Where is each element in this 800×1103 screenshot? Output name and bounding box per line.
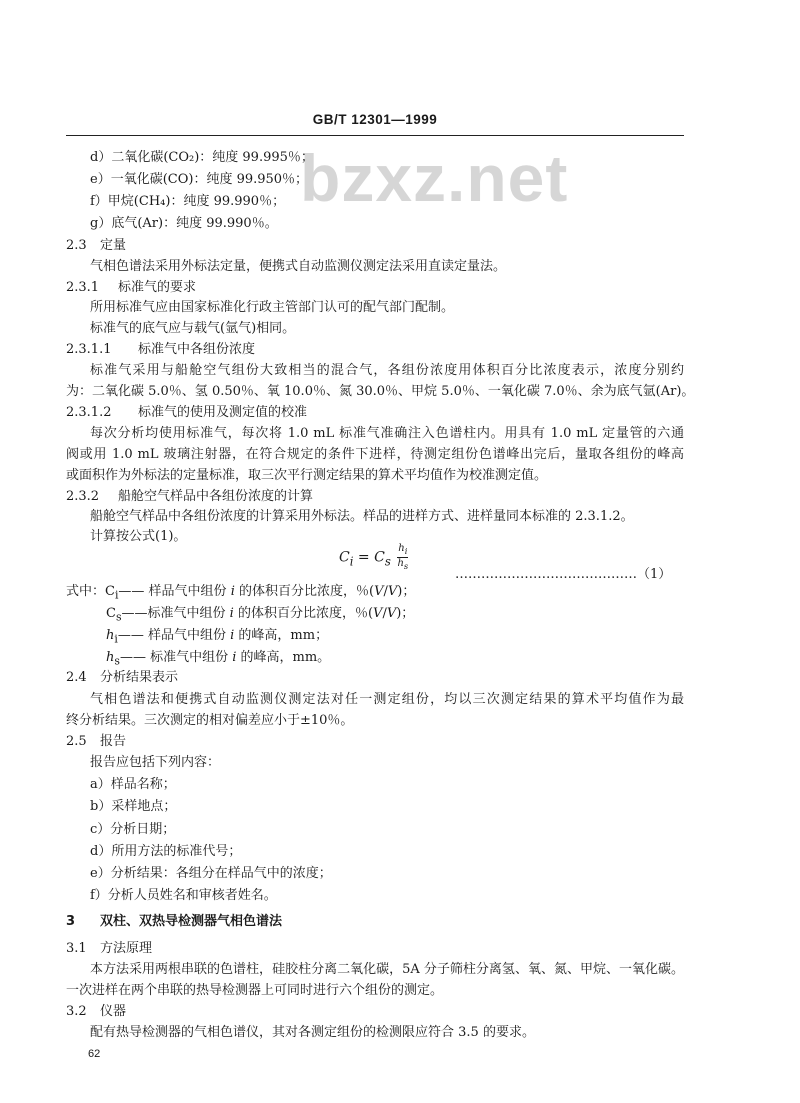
text-line: d）二氧化碳(CO₂)：纯度 99.995％； [90,150,314,165]
section-heading [66,403,307,423]
formula-fraction [397,543,408,572]
text-line: 标准气采用与船舱空气组份大致相当的混合气，各组份浓度用体积百分比浓度表示，浓度分别约 [90,363,684,378]
text-line: $C_s——$标准气中组份 i 的体积百分比浓度，％(V/V)； [106,606,415,624]
section-number: 3.2 [66,1004,87,1019]
section-number: 2.3.1.1 [66,342,112,357]
section-number: 2.3.1 [66,280,100,295]
text-line: e）一氧化碳(CO)：纯度 99.950％； [90,172,309,187]
formula-lhs-sub: i [349,554,354,569]
text-line: 每次分析均使用标准气，每次将 1.0 mL 标准气准确注入色谱柱内。用具有 1.0 mL 定量管的六通 [90,426,684,441]
section-heading [66,939,152,959]
text-line: 为：二氧化碳 5.0％、氢 0.50％、氧 10.0％、氮 30.0％、甲烷 5.0％、一氧化碳 7.0％、余为底气氩(Ar)。 [66,384,695,399]
text-line: 或面积作为外标法的定量标准，取三次平行测定结果的算术平均值作为校准测定值。 [66,468,548,483]
section-title: 船舱空气样品中各组份浓度的计算 [118,489,314,504]
section-number: 2.3.1.2 [66,405,112,420]
section-number: 2.3.2 [66,489,100,504]
standard-header: GB/T 12301—1999 [312,112,438,127]
section-heading [66,1002,126,1022]
text-line: 标准气的底气应与载气(氩气)相同。 [90,321,296,336]
section-heading [66,340,255,360]
text-line: 气相色谱法采用外标法定量，便携式自动监测仪测定法采用直读定量法。 [90,259,507,274]
text-line: 计算按公式(1)。 [90,529,187,544]
section-number: 2.3 [66,238,87,253]
section-title: 仪器 [100,1004,127,1019]
formula-coef-sub: s [384,554,391,569]
section-title: 方法原理 [100,941,153,956]
formula-eq: = [353,549,375,566]
text-line: 式中：$C_i——$ 样品气中组份 i 的体积百分比浓度，％(V/V)； [66,584,416,602]
text-line: 阀或用 1.0 mL 玻璃注射器，在符合规定的条件下进样，待测定组份色谱峰出完后，量取各组份的峰高 [66,447,684,462]
header-rule [66,135,684,136]
section-heading [66,912,282,932]
text-line: 所用标准气应由国家标准化行政主管部门认可的配气部门配制。 [90,300,455,315]
formula-numerator: h [398,543,405,554]
section-number: 3.1 [66,941,87,956]
text-line: 气相色谱法和便携式自动监测仪测定法对任一测定组份，均以三次测定结果的算术平均值作为最 [90,692,684,707]
watermark: bzxz.net [300,141,569,215]
formula-coef: C [374,549,385,566]
section-number: 3 [66,914,76,929]
text-line: b）采样地点； [90,799,177,814]
formula-numerator-sub: i [404,546,408,556]
text-line: ……………………………………（1） [455,567,672,582]
section-heading [66,668,178,688]
section-title: 双柱、双热导检测器气相色谱法 [100,914,283,929]
text-line: 配有热导检测器的气相色谱仪，其对各测定组份的检测限应符合 3.5 的要求。 [90,1025,535,1040]
text-line: 一次进样在两个串联的热导检测器上可同时进行六个组份的测定。 [66,983,444,998]
section-heading [66,236,126,256]
section-title: 标准气中各组份浓度 [138,342,256,357]
formula-lhs: C [339,549,350,566]
text-line: f）甲烷(CH₄)：纯度 99.990％； [90,194,286,209]
text-line: 终分析结果。三次测定的相对偏差应小于±10％。 [66,713,354,728]
text-line: 本方法采用两根串联的色谱柱，硅胶柱分离二氧化碳，5A 分子筛柱分离氢、氧、氮、甲烷、一氧化碳。 [90,962,684,977]
text-line: c）分析日期； [90,822,176,837]
section-title: 标准气的使用及测定值的校准 [138,405,308,420]
section-number: 2.5 [66,734,87,749]
section-heading [66,487,313,507]
text-line: 船舱空气样品中各组份浓度的计算采用外标法。样品的进样方式、进样量同本标准的 2.3.1.2。 [90,509,634,524]
text-line: 报告应包括下列内容： [90,755,221,770]
text-line: d）所用方法的标准代号； [90,844,242,859]
section-number: 2.4 [66,670,87,685]
section-title: 报告 [100,734,127,749]
section-title: 定量 [100,238,127,253]
formula-denominator-sub: s [403,561,409,571]
text-line: g）底气(Ar)：纯度 99.990％。 [90,216,278,231]
section-title: 标准气的要求 [118,280,197,295]
text-line: e）分析结果：各组分在样品气中的浓度； [90,866,332,881]
text-line: a）样品名称； [90,777,176,792]
text-line: f）分析人员姓名和审核者姓名。 [90,888,277,903]
page-number: 62 [88,1048,101,1060]
formula-denominator: h [397,558,404,569]
formula-1 [339,543,408,572]
section-title: 分析结果表示 [100,670,179,685]
text-line: $h_s——$ 标准气中组份 i 的峰高，mm。 [106,650,331,668]
section-heading [66,278,196,298]
text-line: $h_i——$ 样品气中组份 i 的峰高，mm； [106,628,329,646]
section-heading [66,732,126,752]
